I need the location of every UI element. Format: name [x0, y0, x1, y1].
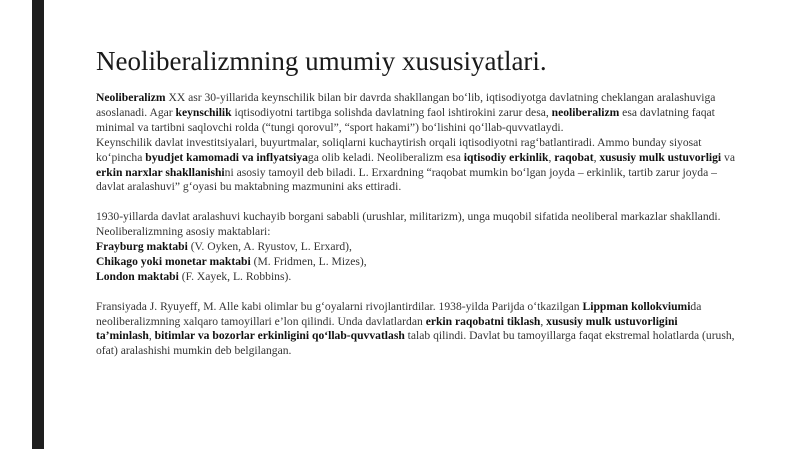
- school-item: Chikago yoki monetar maktabi (M. Fridmen, L. Mizes),: [96, 254, 367, 268]
- paragraph-neoliberalism-definition: Neoliberalizm XX asr 30-yillarida keynschilik bilan bir davrda shakllangan bo‘lib, iqtisodiyotga davlatning cheklangan aralashuviga asoslanadi. Agar keynschilik iqtisodiyotni tartibga solishda davlatning faol ishtirokini zarur desa, neoliberalizm esa davlatning faqat minimal va tartibni saqlovchi rolda (“tungi qorovul”, “sport hakami”) bo‘lishini qo‘llab-quvvatlaydi. Keynschilik davlat investitsiyalari, buyurtmalar, soliqlarni kuchaytirish orqali iqtisodiyotni rag‘batlantiradi. Ammo bunday siyosat ko‘pincha byudjet kamomadi va inflyatsiyaga olib keladi. Neoliberalizm esa iqtisodiy erkinlik, raqobat, xususiy mulk ustuvorligi va erkin narxlar shakllanishini asosiy tamoyil deb biladi. L. Erxardning “raqobat mumkin bo‘lgan joyda – erkinlik, tartib zarur joyda – davlat aralashuvi” g‘oyasi bu maktabning mazmunini aks ettiradi.: [96, 91, 735, 194]
- slide-title: Neoliberalizmning umumiy xususiyatlari.: [96, 46, 547, 76]
- paragraph-lippmann-colloquium: Fransiyada J. Ryuyeff, M. Alle kabi olimlar bu g‘oyalarni rivojlantirdilar. 1938-yilda Parijda o‘tkazilgan Lippman kollokviumida neoliberalizmning xalqaro tamoyillari e’lon qilindi. Unda davlatlardan erkin raqobatni tiklash, xususiy mulk ustuvorligini ta’minlash, bitimlar va bozorlar erkinligini qo‘llab-quvvatlash talab qilindi. Davlat bu tamoyillarga faqat ekstremal holatlarda (urush, ofat) aralashishi mumkin deb belgilangan.: [96, 299, 735, 358]
- school-item: London maktabi (F. Xayek, L. Robbins).: [96, 269, 292, 283]
- paragraph-neoliberal-schools: 1930-yillarda davlat aralashuvi kuchayib borgani sababli (urushlar, militarizm), unga muqobil sifatida neoliberal markazlar shakllandi. Neoliberalizmning asosiy maktablari: Frayburg maktabi (V. Oyken, A. Ryustov, L. Erxard), Chikago yoki monetar maktabi (M. Fridmen, L. Mizes), London maktabi (F. Xayek, L. Robbins).: [96, 210, 736, 285]
- left-accent-bar: [32, 0, 44, 449]
- slide-body: [96, 91, 736, 359]
- school-item: Frayburg maktabi (V. Oyken, A. Ryustov, L. Erxard),: [96, 240, 352, 254]
